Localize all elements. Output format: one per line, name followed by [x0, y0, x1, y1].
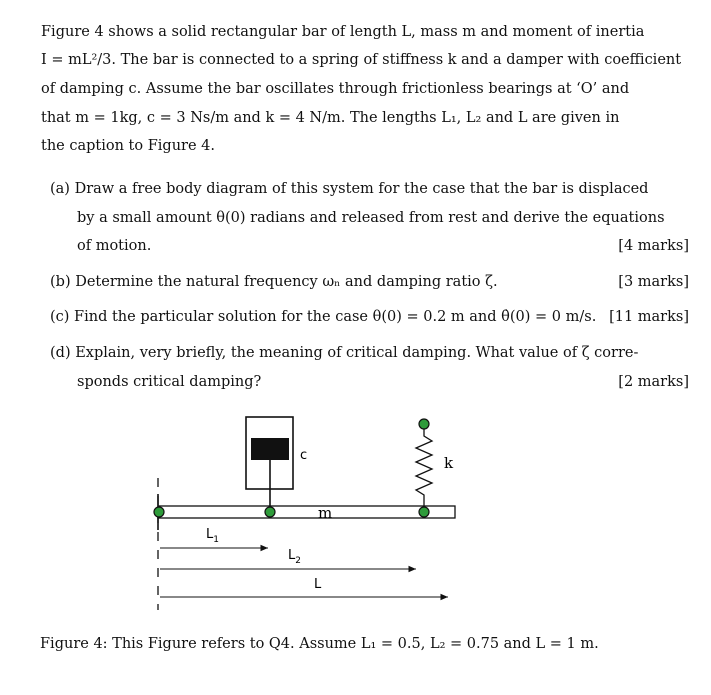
- dimension-l-label: L: [314, 577, 322, 592]
- question-a-line-2: by a small amount θ(0) radians and released from rest and derive the equations: [77, 210, 665, 226]
- damper-label: c: [300, 448, 308, 463]
- spring-coil: [416, 429, 432, 507]
- rigid-bar: [158, 506, 455, 518]
- question-d-line-2: sponds critical damping?: [77, 374, 262, 390]
- question-c-text: (c) Find the particular solution for the case θ(0) = 0.2 m and θ̇(0) = 0 m/s.: [50, 309, 597, 325]
- question-a-line-3: of motion.: [77, 238, 152, 254]
- intro-line-1: Figure 4 shows a solid rectangular bar of length L, mass m and moment of inertia: [41, 24, 645, 40]
- damper-piston: [251, 438, 289, 460]
- spring-top-anchor-icon: [419, 419, 429, 429]
- damper-joint-icon: [265, 507, 275, 517]
- figure-caption: Figure 4: This Figure refers to Q4. Assume L₁ = 0.5, L₂ = 0.75 and L = 1 m.: [40, 636, 599, 652]
- question-b-marks: [3 marks]: [618, 274, 689, 290]
- question-d-marks: [2 marks]: [618, 374, 689, 390]
- question-c-marks: [11 marks]: [609, 309, 689, 325]
- intro-line-4: that m = 1kg, c = 3 Ns/m and k = 4 N/m. The lengths L₁, L₂ and L are given in: [41, 110, 620, 126]
- question-b-text: (b) Determine the natural frequency ωₙ and damping ratio ζ.: [50, 274, 498, 290]
- spring-joint-icon: [419, 507, 429, 517]
- mass-label: m: [318, 504, 333, 522]
- intro-line-2: I = mL²/3. The bar is connected to a spring of stiffness k and a damper with coefficient: [41, 52, 682, 68]
- question-d-line-1: (d) Explain, very briefly, the meaning of critical damping. What value of ζ corre-: [50, 345, 639, 361]
- intro-line-3: of damping c. Assume the bar oscillates through frictionless bearings at ‘O’ and: [41, 81, 630, 97]
- dimension-l1-label: $L_1$: [206, 527, 219, 545]
- intro-line-5: the caption to Figure 4.: [41, 138, 215, 154]
- question-a-line-1: (a) Draw a free body diagram of this system for the case that the bar is displaced: [50, 181, 649, 197]
- spring-label: k: [444, 454, 454, 472]
- question-a-marks: [4 marks]: [618, 238, 689, 254]
- pivot-o-icon: [154, 507, 164, 517]
- dimension-l2-label: $L_2$: [288, 548, 301, 566]
